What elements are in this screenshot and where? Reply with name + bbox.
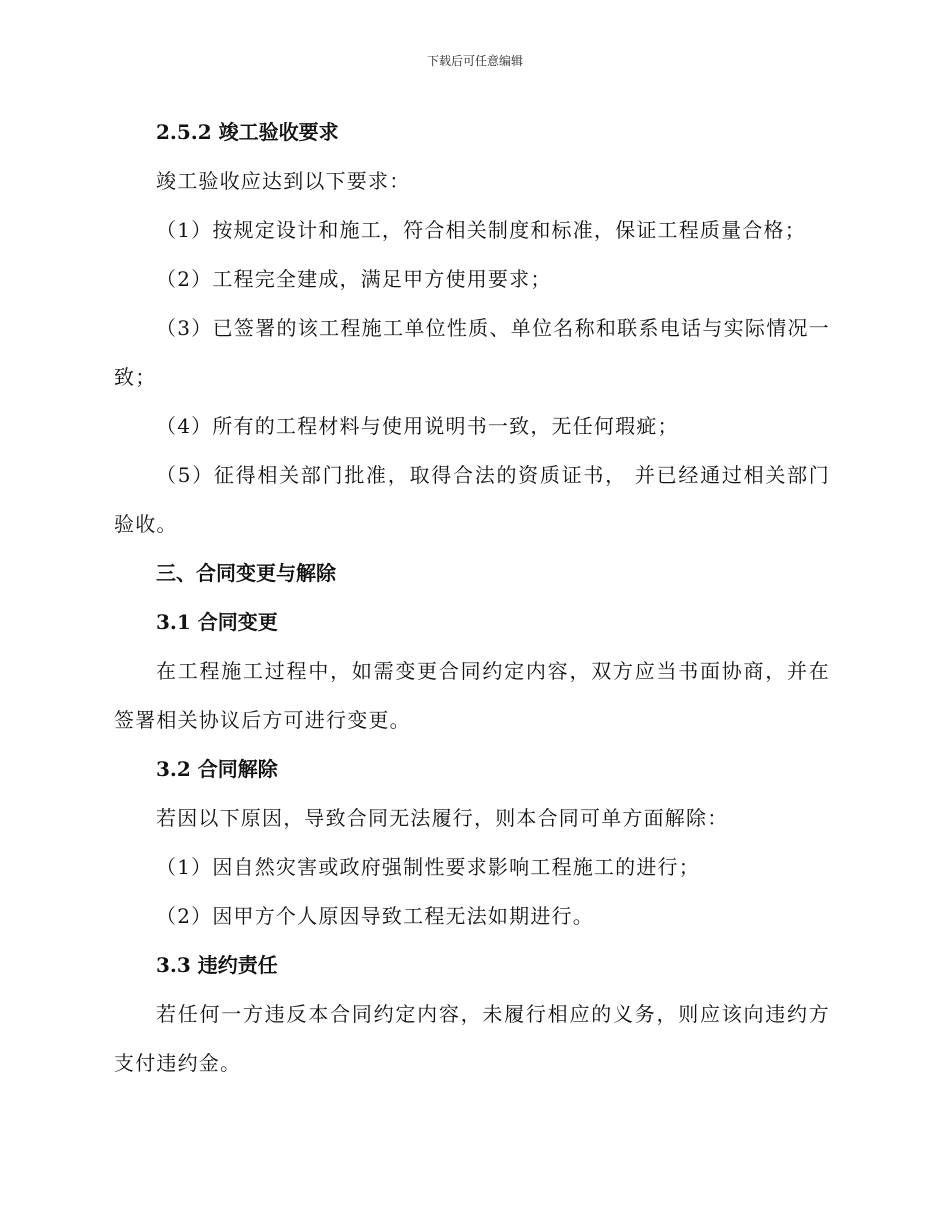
paragraph: 在工程施工过程中，如需变更合同约定内容，双方应当书面协商，并在签署相关协议后方可进行变更。: [114, 659, 830, 732]
list-item: （1）因自然灾害或政府强制性要求影响工程施工的进行；: [156, 855, 700, 879]
list-item: （1）按规定设计和施工，符合相关制度和标准，保证工程质量合格；: [156, 218, 806, 242]
paragraph: 竣工验收应达到以下要求：: [156, 169, 411, 193]
list-item: （4）所有的工程材料与使用说明书一致，无任何瑕疵；: [156, 414, 679, 438]
section-heading-3-2: 3.2 合同解除: [156, 757, 278, 781]
page-header: 下载后可任意编辑: [426, 54, 523, 68]
section-heading-3-3: 3.3 违约责任: [156, 953, 278, 977]
document-body: [114, 108, 830, 1088]
section-heading-3-1: 3.1 合同变更: [156, 610, 278, 634]
list-item: （5）征得相关部门批准，取得合法的资质证书， 并已经通过相关部门验收。: [114, 463, 830, 536]
section-heading-2-5-2: 2.5.2 竣工验收要求: [156, 120, 339, 144]
list-item: （3）已签署的该工程施工单位性质、单位名称和联系电话与实际情况一致；: [114, 316, 830, 389]
paragraph: 若任何一方违反本合同约定内容，未履行相应的义务，则应该向违约方支付违约金。: [114, 1002, 830, 1075]
list-item: （2）因甲方个人原因导致工程无法如期进行。: [156, 904, 594, 928]
paragraph: 若因以下原因，导致合同无法履行，则本合同可单方面解除：: [156, 806, 729, 830]
section-heading-3: 三、合同变更与解除: [156, 561, 336, 585]
list-item: （2）工程完全建成，满足甲方使用要求；: [156, 267, 552, 291]
